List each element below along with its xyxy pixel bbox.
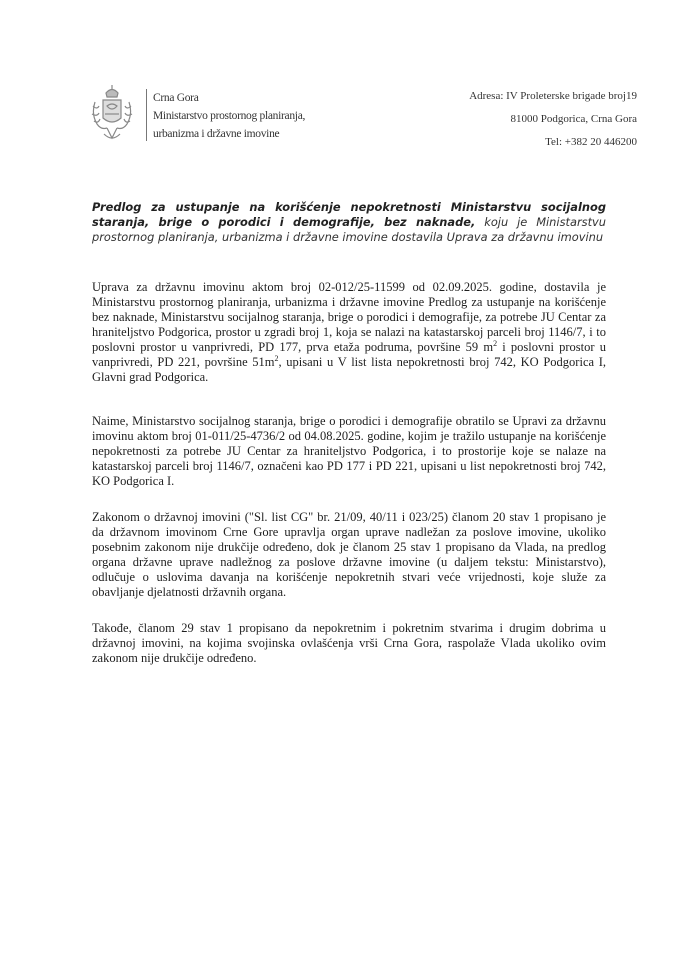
contact-city: 81000 Podgorica, Crna Gora <box>510 113 637 125</box>
p1-text-a: Uprava za državnu imovinu aktom broj 02-012/25-11599 od 02.09.2025. godine, dostavila je Ministarstvu prostornog planiranja, urbanizma i državne imovine Predlog za ustupanje na korišćenje bez naknade, Ministarstvu socijalnog staranja, brige o porodici i demografije, za potrebe JU Centar za hraniteljstvo Podgorica, prostor u zgradi broj 1, koja se nalazi na katastarskoj parceli broj 1146/7, i to poslovni prostor u vanprivredi, PD 177, prva etaža podruma, površine 59 m <box>92 280 606 354</box>
paragraph-4: Takođe, članom 29 stav 1 propisano da nepokretnim i pokretnim stvarima i drugim dobrima u državnoj imovini, na kojima svojinska ovlašćenja vrši Crna Gora, raspolaže Vlada ukoliko ovim zakonom nije drukčije određeno. <box>92 621 606 665</box>
p1-text-c: , upisani u V list lista nepokretnosti broj 742, KO Podgorica I, Glavni grad Podgorica. <box>92 355 606 384</box>
header-divider <box>146 89 147 141</box>
org-ministry-line2: urbanizma i državne imovine <box>153 128 280 140</box>
p1-superscript-1: 2 <box>493 338 498 348</box>
contact-phone: Tel: +382 20 446200 <box>545 136 637 148</box>
org-country: Crna Gora <box>153 92 199 104</box>
org-ministry-line1: Ministarstvo prostornog planiranja, <box>153 110 306 122</box>
p1-superscript-2: 2 <box>274 353 279 363</box>
montenegro-coat-of-arms-icon <box>89 84 135 144</box>
organization-name <box>153 89 305 143</box>
contact-info <box>469 89 637 158</box>
paragraph-2: Naime, Ministarstvo socijalnog staranja, brige o porodici i demografije obratilo se Upravi za državnu imovinu aktom broj 01-011/25-4736/2 od 04.08.2025. godine, kojim je tražilo ustupanje na korišćenje nepokretnosti za potrebe JU Centar za hraniteljstvo Podgorica, i to prostorije koje se nalaze na katastarskoj parceli broj 1146/7, označeni kao PD 177 i PD 221, upisani u list nepokretnosti broj 742, KO Podgorica I. <box>92 414 606 488</box>
title-bold: Predlog za ustupanje na korišćenje nepokretnosti Ministarstvu socijalnog staranja, brige o porodici i demografije, bez naknade, <box>92 200 606 229</box>
document-title <box>92 200 606 245</box>
contact-address: Adresa: IV Proleterske brigade broj19 <box>469 90 637 102</box>
title-regular: koju je Ministarstvu prostornog planiranja, urbanizma i državne imovine dostavila Uprava za državnu imovinu <box>92 215 606 244</box>
paragraph-1 <box>92 280 606 385</box>
p1-text-b: i poslovni prostor u vanprivredi, PD 221, površine 51m <box>92 340 606 369</box>
paragraph-3: Zakonom o državnoj imovini ("Sl. list CG" br. 21/09, 40/11 i 023/25) članom 20 stav 1 propisano je da državnom imovinom Crne Gore upravlja organ uprave nadležan za poslove imovine, ukoliko posebnim zakonom nije drukčije određeno, dok je članom 25 stav 1 propisano da Vlada, na predlog organa državne uprave nadležnog za poslove državne imovine (u daljem tekstu: Ministarstvo), odlučuje o uslovima davanja na korišćenje nepokretnih stvari veće vrijednosti, koje služe za obavljanje djelatnosti državnih organa. <box>92 510 606 599</box>
